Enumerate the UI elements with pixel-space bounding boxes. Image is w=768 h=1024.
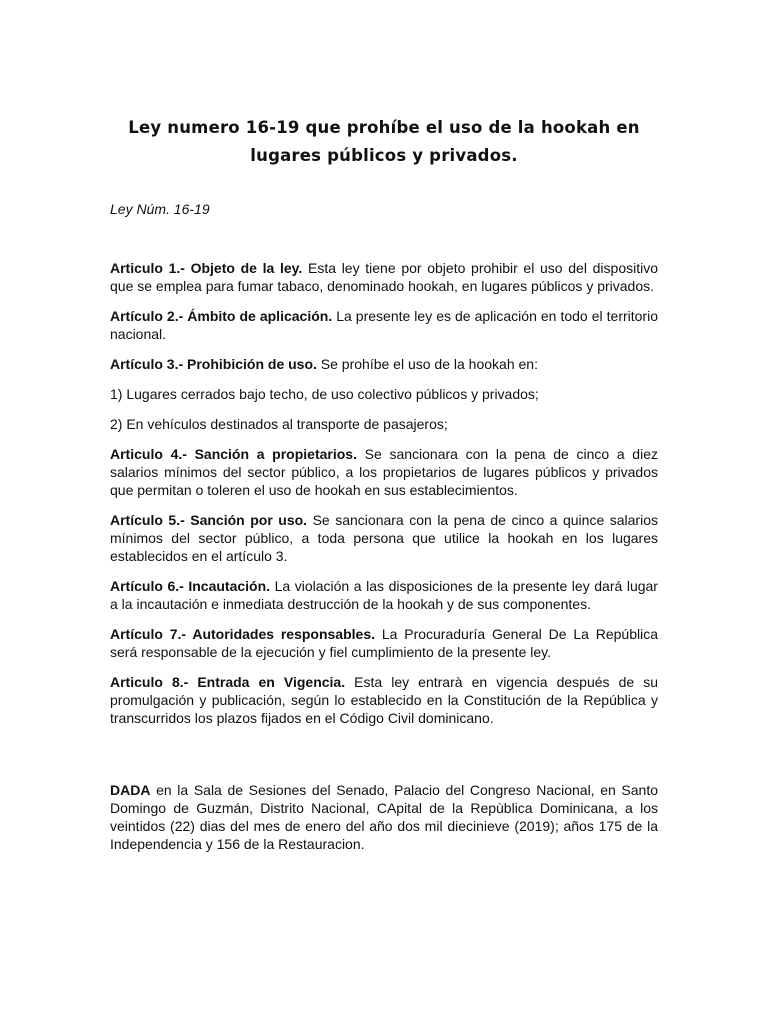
article-heading: Articulo 1.- Objeto de la ley. [110, 260, 303, 276]
article-2 [110, 307, 658, 343]
article-8 [110, 673, 658, 727]
article-3 [110, 355, 658, 373]
article-3-item-2 [110, 415, 658, 433]
article-heading: Artículo 5.- Sanción por uso. [110, 512, 308, 528]
list-item-text: 1) Lugares cerrados bajo techo, de uso colectivo públicos y privados; [110, 386, 539, 402]
article-text: Se sancionara con la pena de cinco a diez salarios mínimos del sector público, a los propietarios de lugares públicos y privados que permitan o toleren el uso de hookah en sus establecimientos. [110, 446, 658, 498]
article-heading: Articulo 4.- Sanción a propietarios. [110, 446, 357, 462]
document-subtitle: Ley Núm. 16-19 [110, 201, 210, 217]
document-title: Ley numero 16-19 que prohíbe el uso de la hookah en lugares públicos y privados. [128, 118, 640, 165]
articles-list [110, 259, 658, 739]
article-3-item-1 [110, 385, 658, 403]
list-item-text: 2) En vehículos destinados al transporte de pasajeros; [110, 416, 448, 432]
article-heading: Artículo 6.- Incautación. [110, 578, 271, 594]
article-7 [110, 625, 658, 661]
article-5 [110, 511, 658, 565]
article-text: La Procuraduría General De La República será responsable de la ejecución y fiel cumplimiento de la presente ley. [110, 626, 658, 660]
closing-heading: DADA [110, 782, 151, 798]
article-4 [110, 445, 658, 499]
article-text: Se prohíbe el uso de la hookah en: [316, 356, 538, 372]
article-text: Esta ley entrarà en vigencia después de su promulgación y publicación, según lo establecido en la Constitución de la República y transcurridos los plazos fijados en el Código Civil dominicano. [110, 674, 658, 726]
article-text: La presente ley es de aplicación en todo el territorio nacional. [110, 308, 658, 342]
closing-paragraph [110, 781, 658, 853]
article-1 [110, 259, 658, 295]
article-text: La violación a las disposiciones de la presente ley dará lugar a la incautación e inmediata destrucción de la hookah y de sus componentes. [110, 578, 658, 612]
article-heading: Artículo 3.- Prohibición de uso. [110, 356, 317, 372]
article-text: Esta ley tiene por objeto prohibir el uso del dispositivo que se emplea para fumar tabaco, denominado hookah, en lugares públicos y privados. [110, 260, 658, 294]
article-6 [110, 577, 658, 613]
article-heading: Articulo 8.- Entrada en Vigencia. [110, 674, 346, 690]
article-text: Se sancionara con la pena de cinco a quince salarios mínimos del sector público, a toda persona que utilice la hookah en los lugares establecidos en el artículo 3. [110, 512, 658, 564]
closing-text: en la Sala de Sesiones del Senado, Palacio del Congreso Nacional, en Santo Domingo de Guzmán, Distrito Nacional, CApital de la Repùblica Dominicana, a los veintidos (22) dias del mes de enero del año dos mil diecinieve (2019); años 175 de la Independencia y 156 de la Restauracion. [110, 782, 658, 852]
article-heading: Artículo 7.- Autoridades responsables. [110, 626, 376, 642]
article-heading: Artículo 2.- Ámbito de aplicación. [110, 308, 333, 324]
